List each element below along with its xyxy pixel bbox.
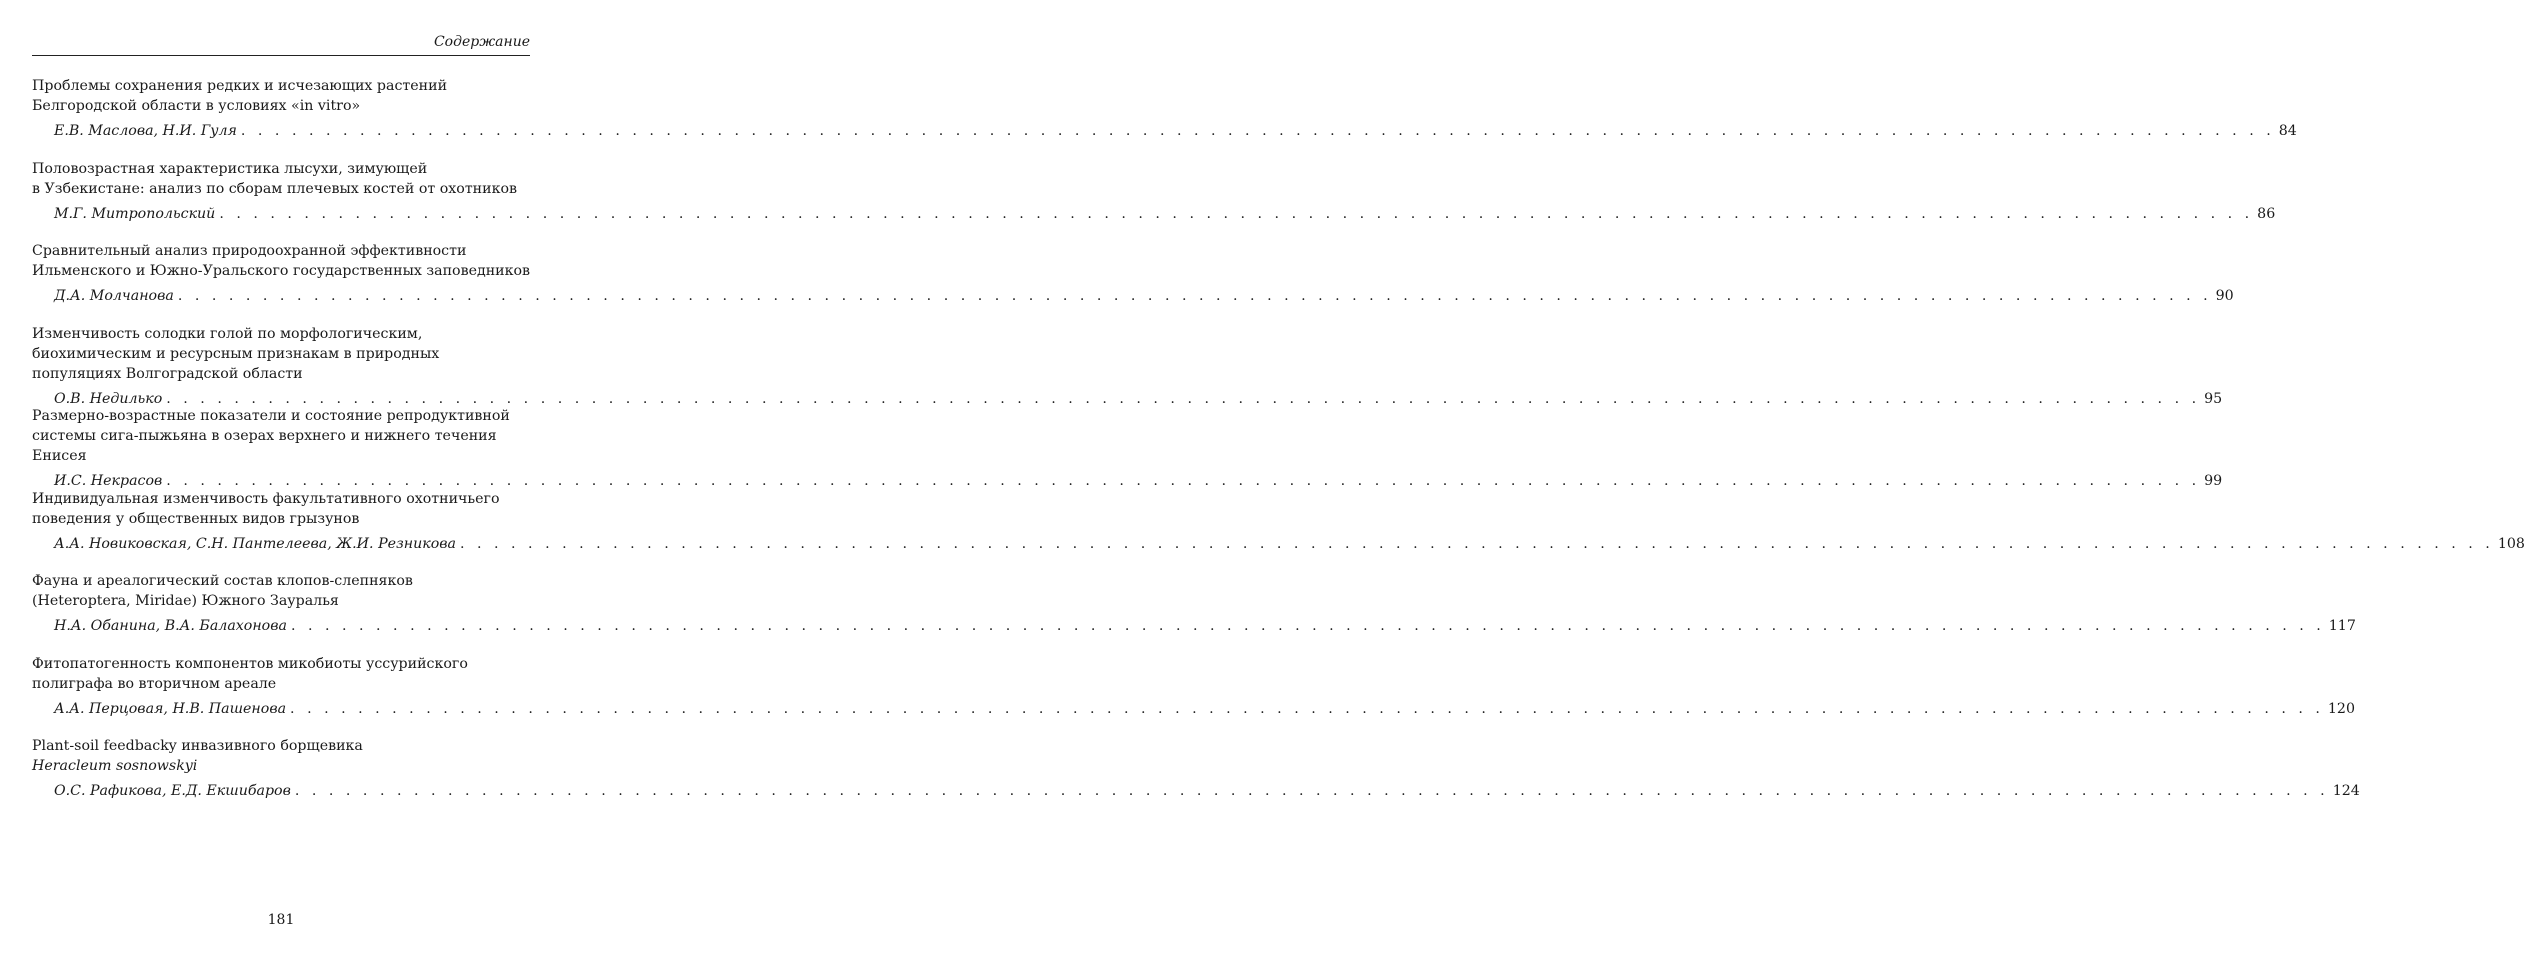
toc-entry-authors: М.Г. Митропольский <box>54 205 216 222</box>
toc-entry-page: 99 <box>2204 473 2223 489</box>
toc-entry-title: Фауна и ареалогический состав клопов-слепняков (Heteroptera, Miridae) Южного Зауралья <box>32 573 413 609</box>
dot-leader: . . . . . . . . . . . . . . . . . . . . . . . . . . . . . . . . . . . . . . . . . . . . . . . . . . . . . . . . . . . . . . . . . . . . . . . . . . . . . . . . . . . . . . . . . . . . . . . . . . . . . . . . . . . . . . . . . . . . . . . . <box>240 123 2275 139</box>
toc-entry-page: 120 <box>2327 700 2355 717</box>
toc-entry-title: Размерно-возрастные показатели и состояние репродуктивной системы сига-пыжьяна в озерах верхнего и нижнего течения Енисея <box>32 408 510 464</box>
running-header: Содержание <box>433 34 530 50</box>
toc-entry-authors: Н.А. Обанина, В.А. Балахонова <box>54 618 287 634</box>
dot-leader: . . . . . . . . . . . . . . . . . . . . . . . . . . . . . . . . . . . . . . . . . . . . . . . . . . . . . . . . . . . . . . . . . . . . . . . . . . . . . . . . . . . . . . . . . . . . . . . . . . . . . . . . . . . . . . . . . . . . . . . . <box>166 390 2201 407</box>
dot-leader: . . . . . . . . . . . . . . . . . . . . . . . . . . . . . . . . . . . . . . . . . . . . . . . . . . . . . . . . . . . . . . . . . . . . . . . . . . . . . . . . . . . . . . . . . . . . . . . . . . . . . . . . . . . . . . . . . . . . . . . . <box>290 618 2325 634</box>
toc-entry-author-line <box>32 286 2234 306</box>
dot-leader: . . . . . . . . . . . . . . . . . . . . . . . . . . . . . . . . . . . . . . . . . . . . . . . . . . . . . . . . . . . . . . . . . . . . . . . . . . . . . . . . . . . . . . . . . . . . . . . . . . . . . . . . . . . . . . . . . . . . . . . . <box>290 700 2324 717</box>
toc-entry-authors: Д.А. Молчанова <box>54 288 174 304</box>
page-number: 181 <box>267 912 295 928</box>
toc-entry-page: 124 <box>2332 783 2360 799</box>
toc-entry-title: Plant-soil feedbacky инвазивного борщевика Heracleum sosnowskyi <box>32 738 363 774</box>
toc-entry-title: Изменчивость солодки голой по морфологическим, биохимическим и ресурсным признакам в природных популяциях Волгоградской области <box>32 325 440 382</box>
toc-entry-authors: И.С. Некрасов <box>54 473 163 489</box>
toc-entry-authors: О.С. Рафикова, Е.Д. Екшибаров <box>54 783 291 799</box>
toc-entry-author-line <box>32 121 2297 141</box>
header-divider <box>32 55 530 56</box>
toc-entry-page: 95 <box>2204 390 2223 407</box>
toc-entry[interactable] <box>32 654 2355 737</box>
toc-entry-page: 84 <box>2278 123 2297 139</box>
toc-entry-authors: А.А. Новиковская, С.Н. Пантелеева, Ж.И. Резникова <box>54 535 456 552</box>
toc-entry-title: Фитопатогенность компонентов микобиоты уссурийского полиграфа во вторичном ареале <box>32 655 468 692</box>
toc-entry-authors: О.В. Недилько <box>54 390 163 407</box>
toc-entry[interactable] <box>32 324 2223 407</box>
toc-entry-author-line <box>32 616 2356 636</box>
toc-entry-page: 86 <box>2257 205 2276 222</box>
toc-entry-authors: А.А. Перцовая, Н.В. Пашенова <box>54 700 287 717</box>
dot-leader: . . . . . . . . . . . . . . . . . . . . . . . . . . . . . . . . . . . . . . . . . . . . . . . . . . . . . . . . . . . . . . . . . . . . . . . . . . . . . . . . . . . . . . . . . . . . . . . . . . . . . . . . . . . . . . . . . . . . . . . . <box>219 205 2254 222</box>
toc-entry[interactable] <box>32 489 2525 572</box>
toc-entry-title: Индивидуальная изменчивость факультативного охотничьего поведения у общественных видов грызунов <box>32 490 500 527</box>
toc-entry-author-line <box>32 204 2276 224</box>
toc-entry[interactable] <box>32 76 2297 159</box>
toc-entry-page: 90 <box>2215 288 2234 304</box>
dot-leader: . . . . . . . . . . . . . . . . . . . . . . . . . . . . . . . . . . . . . . . . . . . . . . . . . . . . . . . . . . . . . . . . . . . . . . . . . . . . . . . . . . . . . . . . . . . . . . . . . . . . . . . . . . . . . . . . . . . . . . . . <box>294 783 2329 799</box>
dot-leader: . . . . . . . . . . . . . . . . . . . . . . . . . . . . . . . . . . . . . . . . . . . . . . . . . . . . . . . . . . . . . . . . . . . . . . . . . . . . . . . . . . . . . . . . . . . . . . . . . . . . . . . . . . . . . . . . . . . . . . . . <box>459 535 2494 552</box>
toc-entry-authors: Е.В. Маслова, Н.И. Гуля <box>54 123 237 139</box>
toc-entry-title: Половозрастная характеристика лысухи, зимующей в Узбекистане: анализ по сборам плечевых костей от охотников <box>32 160 517 197</box>
dot-leader: . . . . . . . . . . . . . . . . . . . . . . . . . . . . . . . . . . . . . . . . . . . . . . . . . . . . . . . . . . . . . . . . . . . . . . . . . . . . . . . . . . . . . . . . . . . . . . . . . . . . . . . . . . . . . . . . . . . . . . . . <box>166 473 2201 489</box>
toc-entry[interactable] <box>32 159 2276 242</box>
toc-entry-title: Проблемы сохранения редких и исчезающих растений Белгородской области в условиях «in vitro» <box>32 78 448 114</box>
toc-entry-author-line <box>32 534 2525 554</box>
dot-leader: . . . . . . . . . . . . . . . . . . . . . . . . . . . . . . . . . . . . . . . . . . . . . . . . . . . . . . . . . . . . . . . . . . . . . . . . . . . . . . . . . . . . . . . . . . . . . . . . . . . . . . . . . . . . . . . . . . . . . . . . <box>177 288 2212 304</box>
toc-entry-author-line <box>32 781 2360 801</box>
toc-entry[interactable] <box>32 571 2356 654</box>
toc-entry-title: Сравнительный анализ природоохранной эффективности Ильменского и Южно-Уральского государственных заповедников <box>32 243 531 279</box>
toc-entry[interactable] <box>32 241 2234 324</box>
toc-entry-page: 117 <box>2328 618 2356 634</box>
toc-entry[interactable] <box>32 406 2223 489</box>
toc-entry[interactable] <box>32 736 2360 819</box>
table-of-contents <box>32 76 2525 819</box>
toc-entry-page: 108 <box>2497 535 2525 552</box>
toc-entry-author-line <box>32 699 2355 719</box>
